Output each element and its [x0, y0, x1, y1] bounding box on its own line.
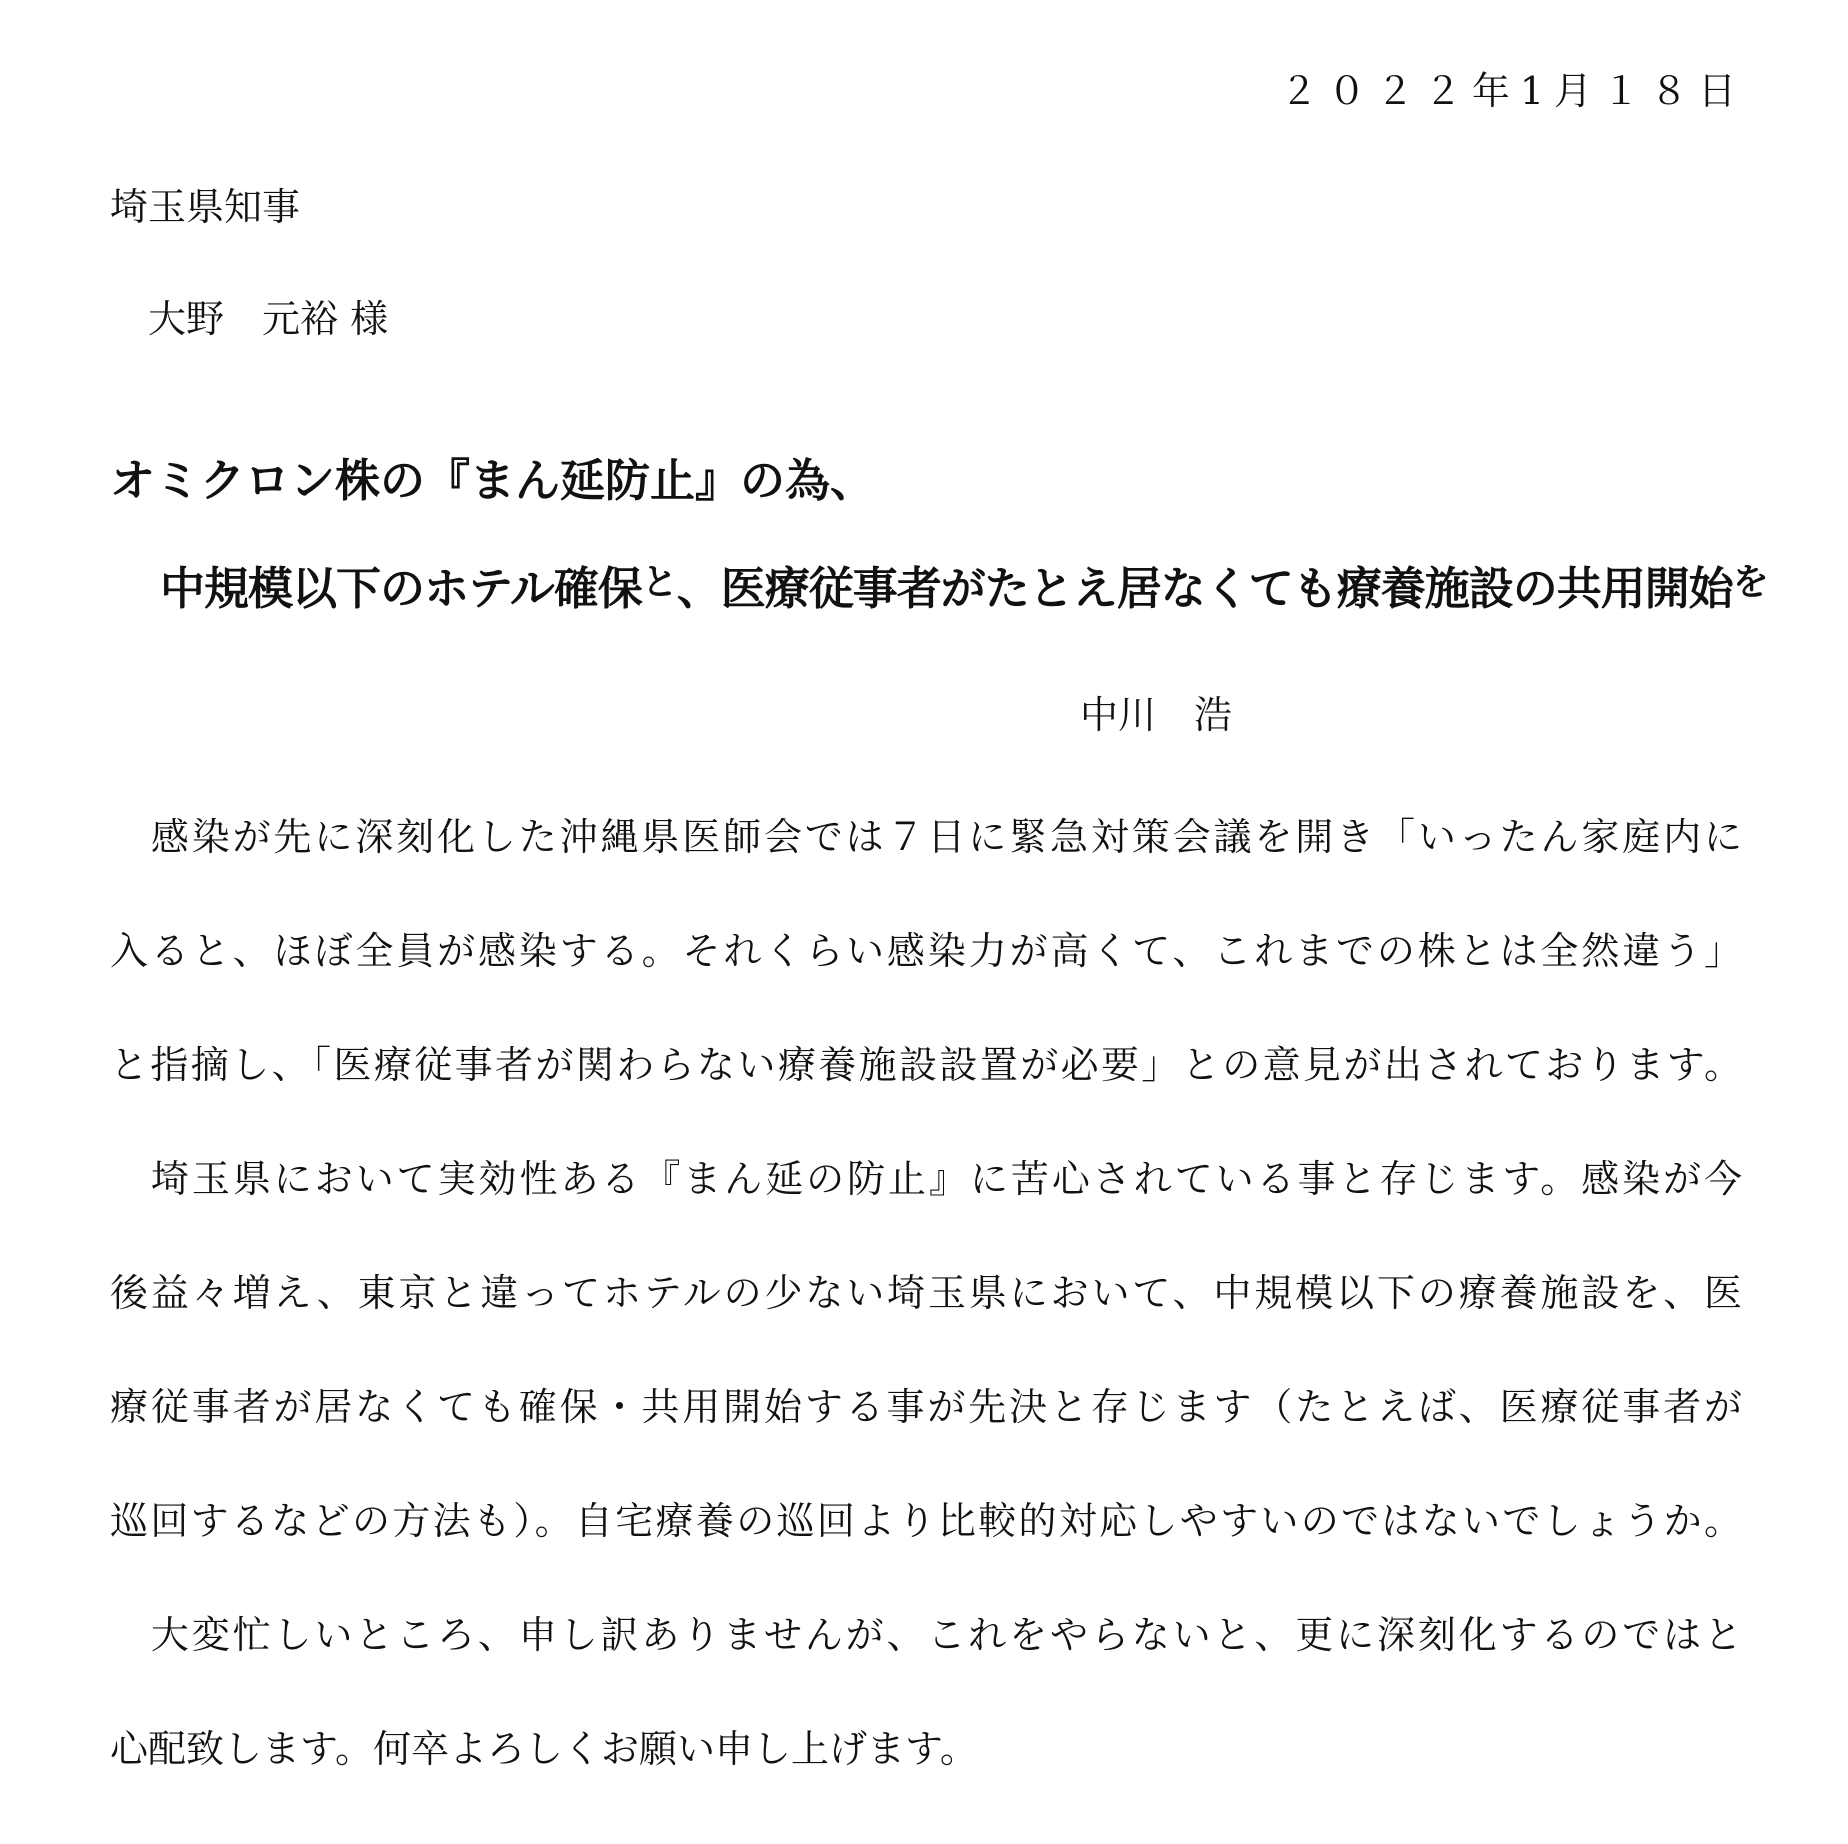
title-line-2 [160, 562, 1768, 615]
body-line: 巡回するなどの方法も）。自宅療養の巡回より比較的対応しやすいのではないでしょうか。 [110, 1499, 1742, 1543]
body-line: 療従事者が居なくても確保・共用開始する事が先決と存じます（たとえば、医療従事者が [110, 1385, 1742, 1429]
body-line: 入ると、ほぼ全員が感染する。それくらい感染力が高くて、これまでの株とは全然違う」 [110, 929, 1742, 973]
title-line-2-particle-wo: を [1732, 562, 1768, 603]
body-line: 心配致します。何卒よろしくお願い申し上げます。 [110, 1727, 978, 1771]
body-line: と指摘し、「医療従事者が関わらない療養施設設置が必要」との意見が出されております。 [110, 1043, 1742, 1087]
body-line: 後益々増え、東京と違ってホテルの少ない埼玉県において、中規模以下の療養施設を、医 [110, 1271, 1742, 1315]
recipient-office: 埼玉県知事 [110, 185, 301, 229]
body-line: 感染が先に深刻化した沖縄県医師会では７日に緊急対策会議を開き「いったん家庭内に [110, 815, 1742, 859]
body-line: 埼玉県において実効性ある『まん延の防止』に苦心されている事と存じます。感染が今 [110, 1157, 1742, 1201]
title-line-2-part-a: 中規模以下のホテル確保 [160, 562, 642, 615]
letter-body [110, 815, 1742, 1844]
title-line-1: オミクロン株の『まん延防止』の為、 [110, 454, 876, 507]
recipient-name: 大野 元裕 様 [148, 297, 389, 341]
letter-date: ２０２２年1月１８日 [1279, 69, 1746, 113]
body-line: 大変忙しいところ、申し訳ありませんが、これをやらないと、更に深刻化するのではと [110, 1613, 1742, 1657]
title-line-2-particle-to: と [641, 562, 677, 603]
author-name: 中川 浩 [1080, 693, 1233, 737]
title-line-2-part-c: 、医療従事者がたとえ居なくても療養施設の共用開始 [676, 562, 1733, 615]
